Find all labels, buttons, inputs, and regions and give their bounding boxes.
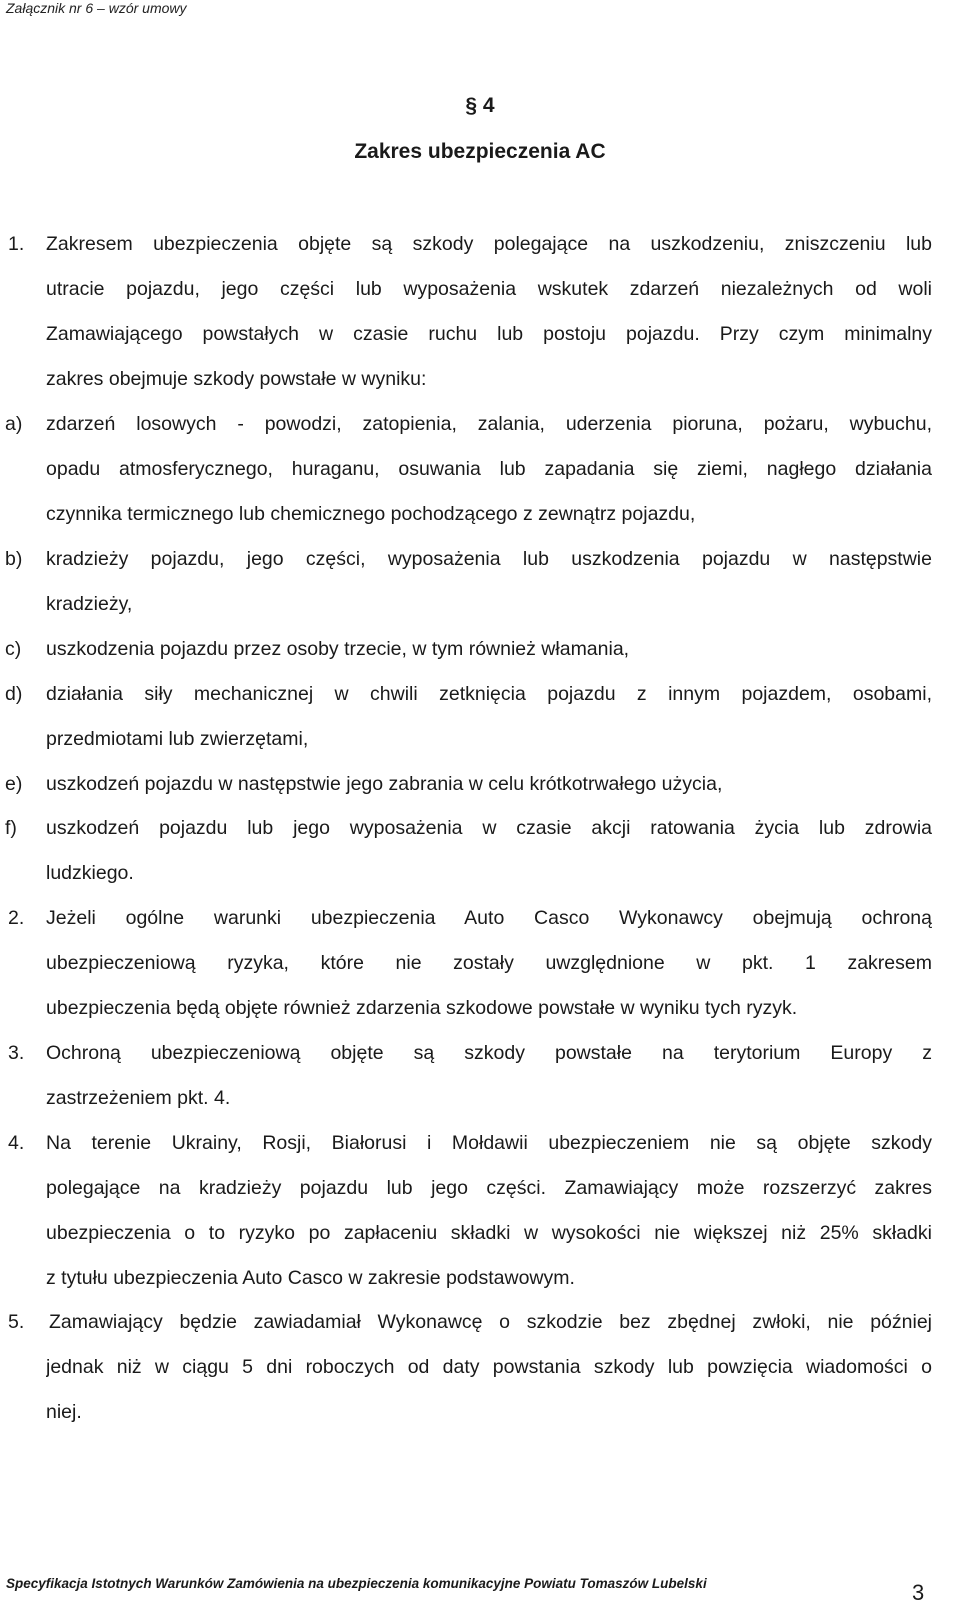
paragraph-line: uszkodzeń pojazdu w następstwie jego zabrania w celu krótkotrwałego użycia, xyxy=(46,773,723,795)
sub-item-letter: d) xyxy=(5,683,23,705)
paragraph-line: uszkodzenia pojazdu przez osoby trzecie, w tym również włamania, xyxy=(46,638,630,660)
list-item-number: 2. xyxy=(8,907,25,929)
paragraph-line: zastrzeżeniem pkt. 4. xyxy=(46,1087,231,1109)
list-item-number: 1. xyxy=(8,233,25,255)
paragraph-line: polegające na kradzieży pojazdu lub jego części. Zamawiający może rozszerzyć zakres xyxy=(46,1177,932,1199)
sub-item-letter: c) xyxy=(5,638,22,660)
paragraph-line: niej. xyxy=(46,1401,82,1423)
paragraph-line: zakres obejmuje szkody powstałe w wyniku: xyxy=(46,368,427,390)
paragraph-line: zdarzeń losowych - powodzi, zatopienia, zalania, uderzenia pioruna, pożaru, wybuchu, xyxy=(46,413,932,435)
page-number: 3 xyxy=(912,1580,925,1605)
sub-item-letter: b) xyxy=(5,548,23,570)
sub-item-letter: a) xyxy=(5,413,23,435)
paragraph-line: Zamawiającego powstałych w czasie ruchu lub postoju pojazdu. Przy czym minimalny xyxy=(46,323,932,345)
paragraph-line: działania siły mechanicznej w chwili zetknięcia pojazdu z innym pojazdem, osobami, xyxy=(46,683,932,705)
paragraph-line: ludzkiego. xyxy=(46,862,134,884)
paragraph-line: Ochroną ubezpieczeniową objęte są szkody powstałe na terytorium Europy z xyxy=(46,1042,932,1064)
paragraph-line: Jeżeli ogólne warunki ubezpieczenia Auto Casco Wykonawcy obejmują ochroną xyxy=(46,907,932,929)
paragraph-line: z tytułu ubezpieczenia Auto Casco w zakresie podstawowym. xyxy=(46,1267,575,1289)
section-title: Zakres ubezpieczenia AC xyxy=(354,140,606,163)
page-footer: Specyfikacja Istotnych Warunków Zamówienia na ubezpieczenia komunikacyjne Powiatu Tomaszów Lubelski xyxy=(6,1576,707,1591)
paragraph-line: uszkodzeń pojazdu lub jego wyposażenia w czasie akcji ratowania życia lub zdrowia xyxy=(46,817,932,839)
paragraph-line: kradzieży pojazdu, jego części, wyposażenia lub uszkodzenia pojazdu w następstwie xyxy=(46,548,932,570)
paragraph-line: ubezpieczeniową ryzyka, które nie zostały uwzględnione w pkt. 1 zakresem xyxy=(46,952,932,974)
paragraph-line: opadu atmosferycznego, huraganu, osuwania lub zapadania się ziemi, nagłego działania xyxy=(46,458,932,480)
paragraph-line: Zamawiający będzie zawiadamiał Wykonawcę o szkodzie bez zbędnej zwłoki, nie później xyxy=(49,1311,932,1333)
paragraph-line: jednak niż w ciągu 5 dni roboczych od daty powstania szkody lub powzięcia wiadomości o xyxy=(46,1356,932,1378)
list-item-number: 3. xyxy=(8,1042,25,1064)
paragraph-line: Na terenie Ukrainy, Rosji, Białorusi i Mołdawii ubezpieczeniem nie są objęte szkody xyxy=(46,1132,932,1154)
paragraph-line: ubezpieczenia o to ryzyko po zapłaceniu składki w wysokości nie większej niż 25% składki xyxy=(46,1222,932,1244)
paragraph-line: czynnika termicznego lub chemicznego pochodzącego z zewnątrz pojazdu, xyxy=(46,503,696,525)
sub-item-letter: e) xyxy=(5,773,23,795)
paragraph-line: utracie pojazdu, jego części lub wyposażenia wskutek zdarzeń niezależnych od woli xyxy=(46,278,932,300)
list-item-number: 4. xyxy=(8,1132,25,1154)
list-item-number: 5. xyxy=(8,1311,25,1333)
annex-note: Załącznik nr 6 – wzór umowy xyxy=(6,0,187,16)
sub-item-letter: f) xyxy=(5,817,17,839)
paragraph-line: kradzieży, xyxy=(46,593,133,615)
section-number: § 4 xyxy=(465,94,495,117)
paragraph-line: ubezpieczenia będą objęte również zdarzenia szkodowe powstałe w wyniku tych ryzyk. xyxy=(46,997,798,1019)
paragraph-line: Zakresem ubezpieczenia objęte są szkody polegające na uszkodzeniu, zniszczeniu lub xyxy=(46,233,932,255)
paragraph-line: przedmiotami lub zwierzętami, xyxy=(46,728,309,750)
